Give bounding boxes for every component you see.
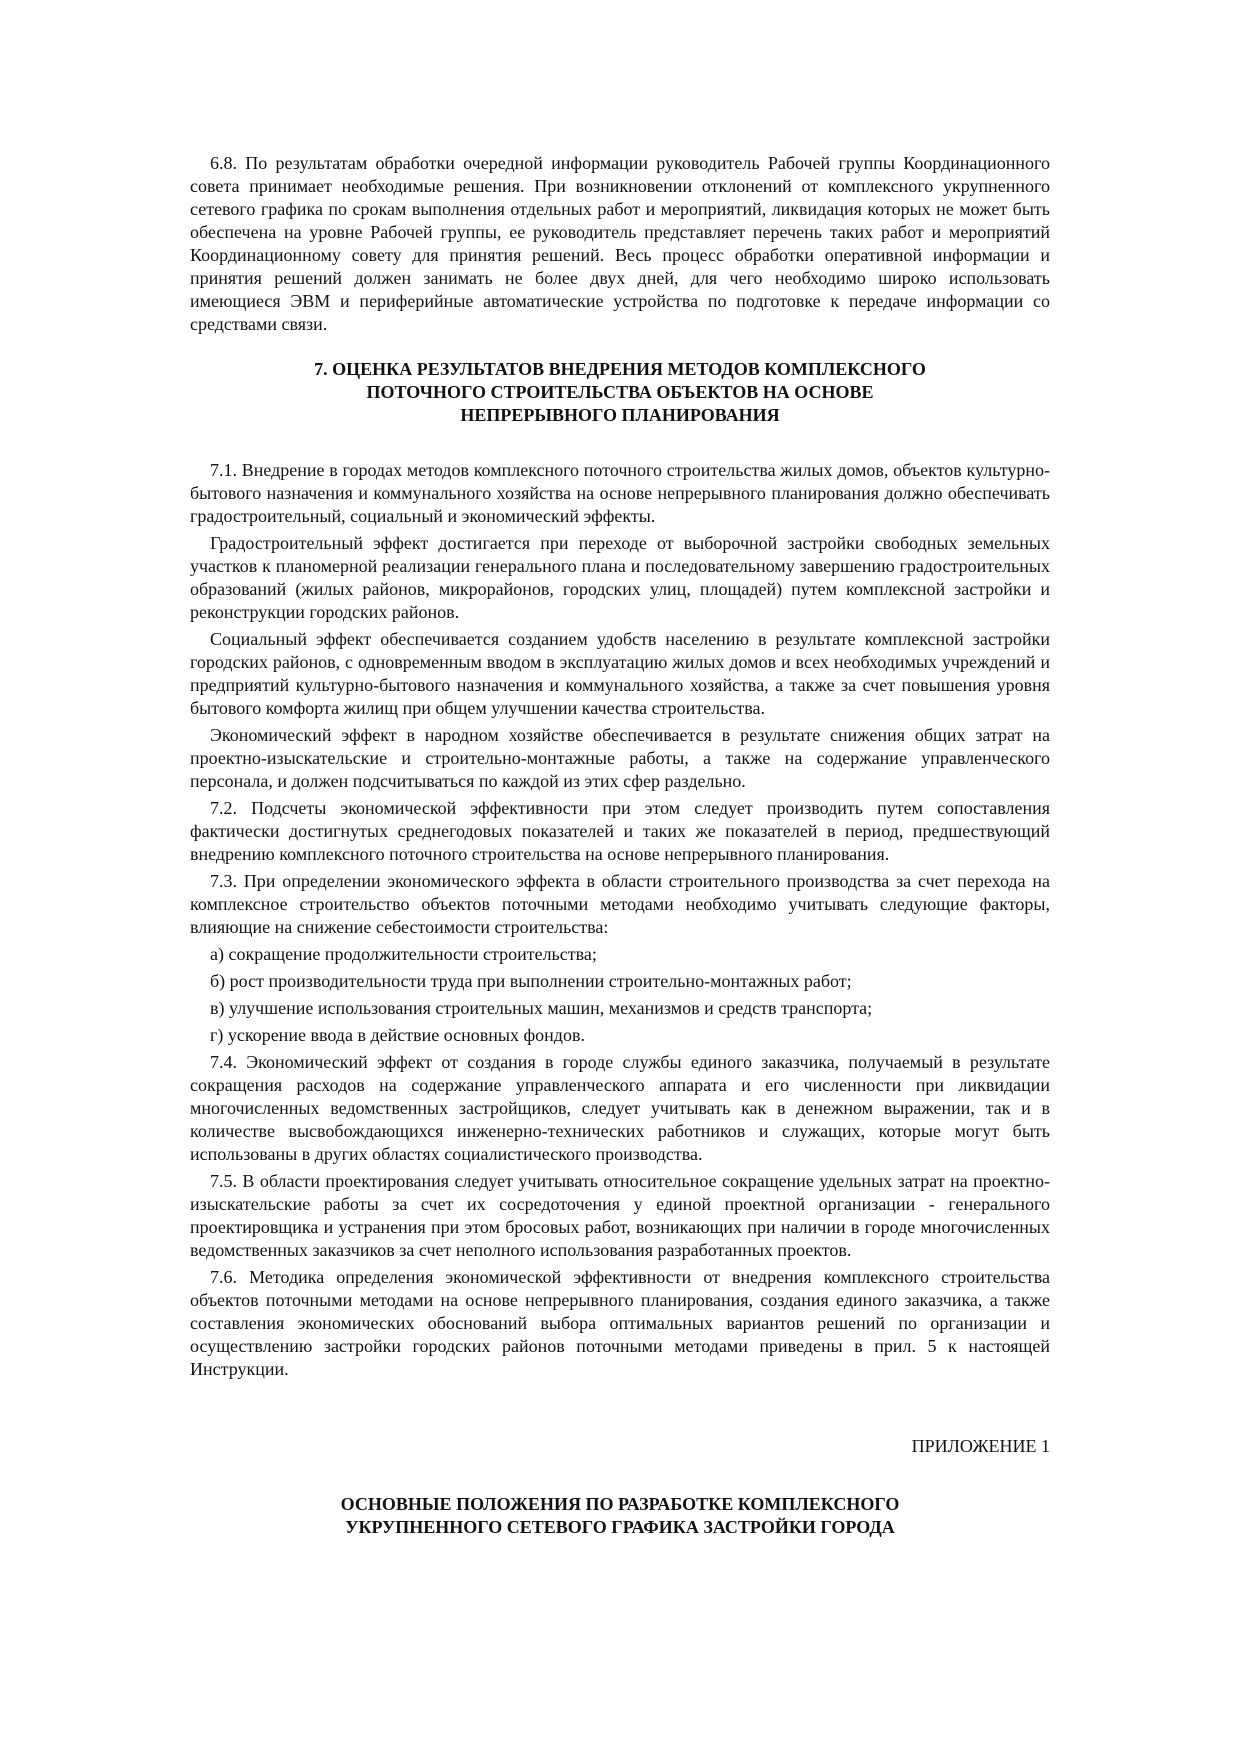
appendix-label: ПРИЛОЖЕНИЕ 1 [911, 1436, 1050, 1456]
paragraph-6-8: 6.8. По результатам обработки очередной информации руководитель Рабочей группы Координационного совета принимает необходимые решения. При возникновении отклонений от комплексного укрупненного сетевого графика по срокам выполнения отдельных работ и мероприятий, ликвидация которых не может быть обеспечена на уровне Рабочей группы, ее руководитель представляет перечень таких работ и мероприятий Координационному совету для принятия решений. Весь процесс обработки оперативной информации и принятия решений должен занимать не более двух дней, для чего необходимо широко использовать имеющиеся ЭВМ и периферийные автоматические устройства по подготовке к передаче информации со средствами связи. [190, 153, 1050, 334]
paragraph-7-5: 7.5. В области проектирования следует учитывать относительное сокращение удельных затрат на проектно-изыскательские работы за счет их сосредоточения у единой проектной организации - генерального проектировщика и устранения при этом бросовых работ, возникающих при наличии в городе многочисленных ведомственных заказчиков за счет неполного использования разработанных проектов. [190, 1171, 1050, 1260]
appendix-title [190, 1493, 1050, 1539]
factor-item-c: в) улучшение использования строительных машин, механизмов и средств транспорта; [210, 998, 873, 1018]
section-7-heading-line-3: НЕПРЕРЫВНОГО ПЛАНИРОВАНИЯ [460, 405, 780, 425]
document-page [190, 152, 1050, 1539]
factor-item-a: а) сокращение продолжительности строительства; [210, 944, 597, 964]
paragraph-7-2: 7.2. Подсчеты экономической эффективности при этом следует производить путем сопоставления фактически достигнутых среднегодовых показателей и таких же показателей в период, предшествующий внедрению комплексного поточного строительства на основе непрерывного планирования. [190, 798, 1050, 864]
paragraph-7-6: 7.6. Методика определения экономической эффективности от внедрения комплексного строительства объектов поточными методами на основе непрерывного планирования, создания единого заказчика, а также составления экономических обоснований выбора оптимальных вариантов решений по организации и осуществлению застройки городских районов поточными методами приведены в прил. 5 к настоящей Инструкции. [190, 1267, 1050, 1379]
paragraph-urban-effect: Градостроительный эффект достигается при переходе от выборочной застройки свободных земельных участков к планомерной реализации генерального плана и последовательному завершению градостроительных образований (жилых районов, микрорайонов, городских улиц, площадей) путем комплексной застройки и реконструкции городских районов. [190, 533, 1050, 622]
paragraph-7-1: 7.1. Внедрение в городах методов комплексного поточного строительства жилых домов, объектов культурно-бытового назначения и коммунального хозяйства на основе непрерывного планирования должно обеспечивать градостроительный, социальный и экономический эффекты. [190, 460, 1050, 526]
appendix-title-line-2: УКРУПНЕННОГО СЕТЕВОГО ГРАФИКА ЗАСТРОЙКИ ГОРОДА [345, 1517, 895, 1537]
paragraph-7-3: 7.3. При определении экономического эффекта в области строительного производства за счет перехода на комплексное строительство объектов поточными методами необходимо учитывать следующие факторы, влияющие на снижение себестоимости строительства: [190, 871, 1050, 937]
paragraph-economic-effect: Экономический эффект в народном хозяйстве обеспечивается в результате снижения общих затрат на проектно-изыскательские и строительно-монтажные работы, а также на содержание управленческого персонала, и должен подсчитываться по каждой из этих сфер раздельно. [190, 725, 1050, 791]
section-7-heading-line-2: ПОТОЧНОГО СТРОИТЕЛЬСТВА ОБЪЕКТОВ НА ОСНОВЕ [366, 382, 874, 402]
appendix-title-line-1: ОСНОВНЫЕ ПОЛОЖЕНИЯ ПО РАЗРАБОТКЕ КОМПЛЕКСНОГО [340, 1494, 900, 1514]
paragraph-7-4: 7.4. Экономический эффект от создания в городе службы единого заказчика, получаемый в результате сокращения расходов на содержание управленческого аппарата и его численности при ликвидации многочисленных ведомственных застройщиков, следует учитывать как в денежном выражении, так и в количестве высвобождающихся инженерно-технических работников и служащих, которые могут быть использованы в других областях социалистического производства. [190, 1052, 1050, 1164]
factor-item-b: б) рост производительности труда при выполнении строительно-монтажных работ; [210, 971, 852, 991]
section-7-heading-line-1: 7. ОЦЕНКА РЕЗУЛЬТАТОВ ВНЕДРЕНИЯ МЕТОДОВ КОМПЛЕКСНОГО [314, 359, 926, 379]
section-7-heading [190, 358, 1050, 427]
factor-item-d: г) ускорение ввода в действие основных фондов. [210, 1025, 585, 1045]
paragraph-social-effect: Социальный эффект обеспечивается созданием удобств населению в результате комплексной застройки городских районов, с одновременным вводом в эксплуатацию жилых домов и всех необходимых учреждений и предприятий культурно-бытового назначения и коммунального хозяйства, а также за счет повышения уровня бытового комфорта жилищ при общем улучшении качества строительства. [190, 629, 1050, 718]
